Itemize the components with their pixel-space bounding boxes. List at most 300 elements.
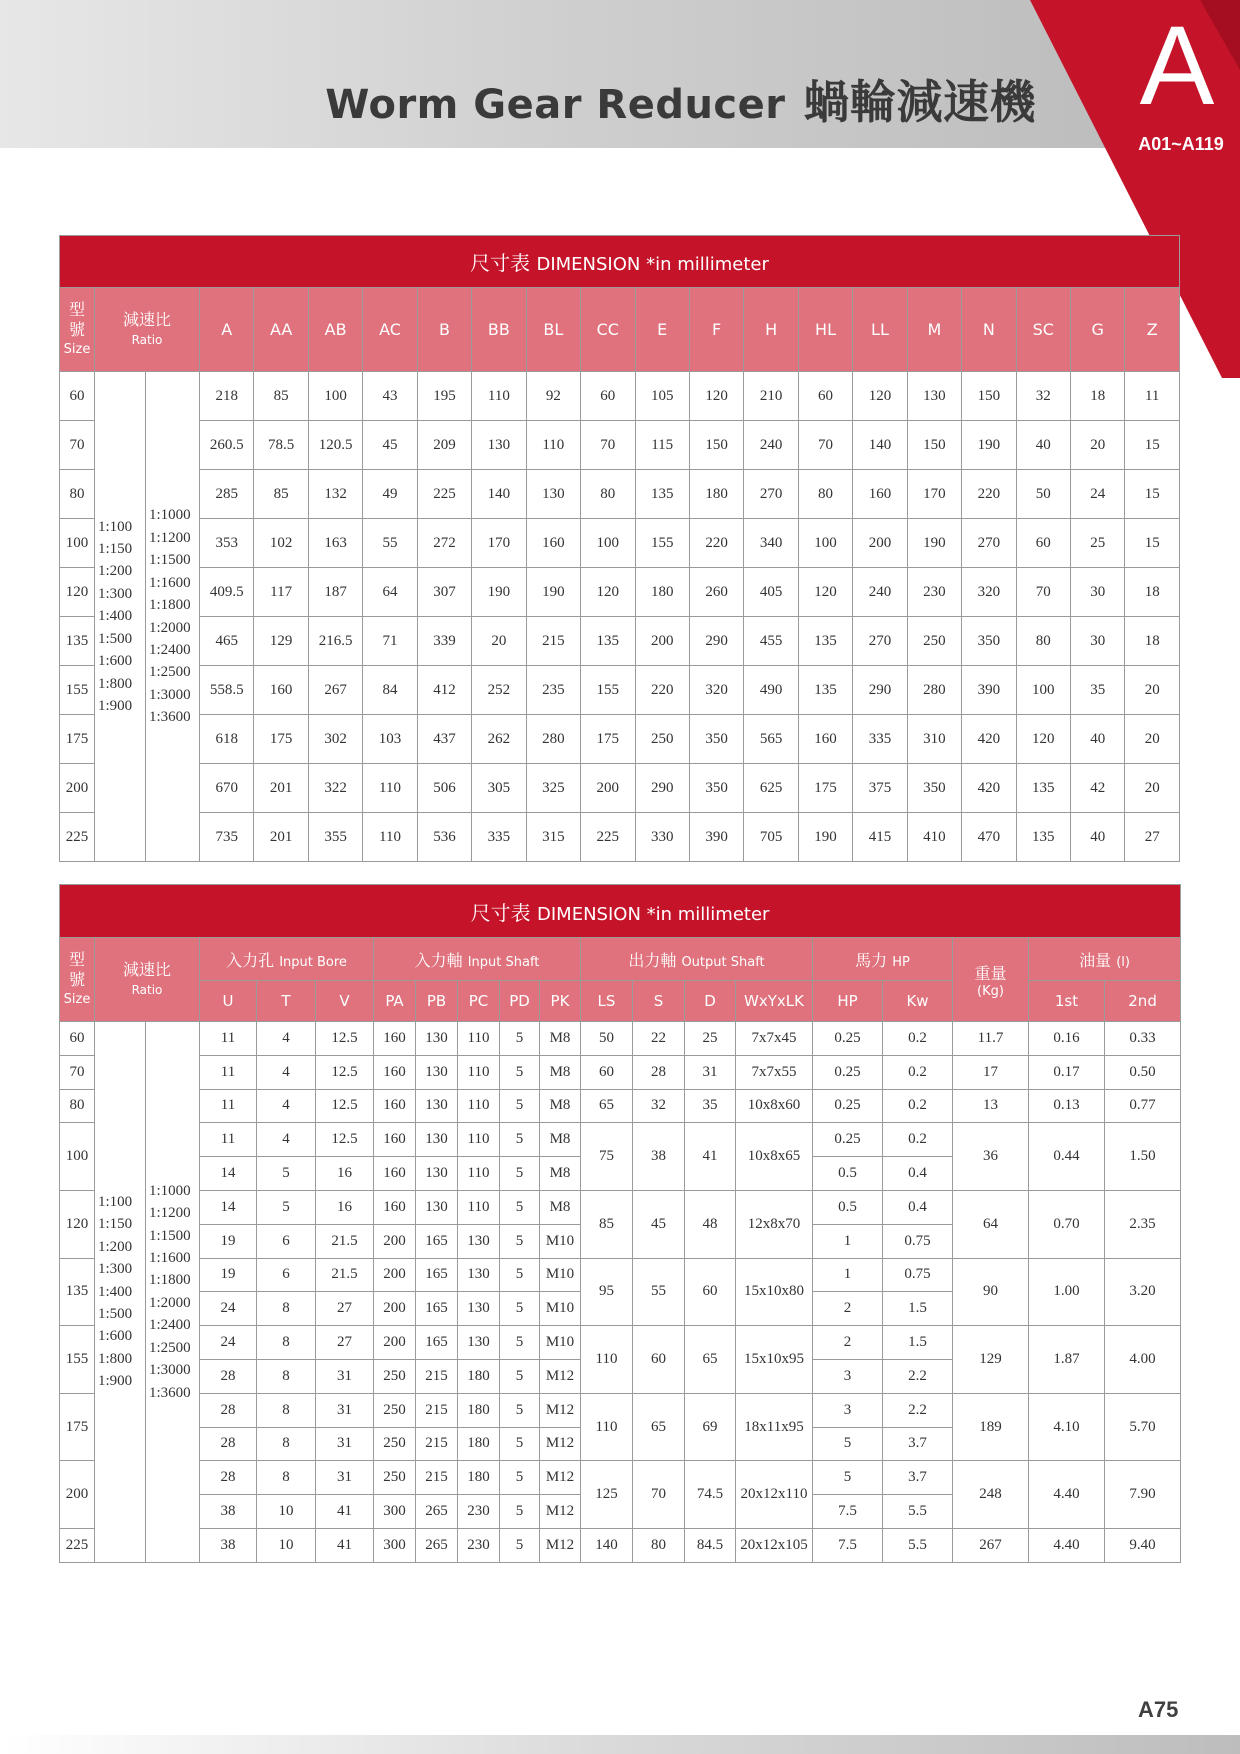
- output-value-cell: 7x7x45: [736, 1022, 813, 1056]
- table-row: [60, 421, 1180, 470]
- input-value-cell: 110: [458, 1190, 500, 1224]
- sub-header-s: S: [633, 981, 685, 1022]
- input-shaft-zh: 入力軸: [414, 950, 463, 970]
- ratio-item: 1:300: [98, 585, 133, 602]
- output-shaft-header: [581, 938, 813, 981]
- input-value-cell: 300: [374, 1528, 416, 1562]
- hp-value-cell: 0.75: [883, 1224, 953, 1258]
- input-value-cell: M8: [540, 1157, 581, 1191]
- input-value-cell: 110: [458, 1157, 500, 1191]
- output-value-cell: 20x12x110: [736, 1461, 813, 1529]
- table-row: [60, 1528, 1181, 1562]
- input-value-cell: 11: [200, 1022, 257, 1056]
- sub-header-1st: 1st: [1029, 981, 1105, 1022]
- input-value-cell: 5: [500, 1393, 540, 1427]
- value-cell: 24: [1071, 470, 1125, 519]
- value-cell: 220: [689, 519, 743, 568]
- ratio-label-zh: 減速比: [122, 959, 171, 979]
- sub-header-wxyxlk: WxYxLK: [736, 981, 813, 1022]
- input-value-cell: 110: [458, 1089, 500, 1123]
- table-row: [60, 715, 1180, 764]
- value-cell: 270: [962, 519, 1016, 568]
- table2-caption: [60, 885, 1181, 938]
- input-value-cell: 8: [257, 1393, 316, 1427]
- size-cell: 70: [60, 421, 95, 470]
- input-value-cell: 165: [416, 1326, 458, 1360]
- ratio-item: 1:2400: [149, 1317, 191, 1334]
- value-cell: 200: [853, 519, 907, 568]
- oil-cell: 7.90: [1105, 1461, 1181, 1529]
- input-value-cell: 130: [416, 1055, 458, 1089]
- oil-cell: 0.70: [1029, 1190, 1105, 1258]
- sub-header-pb: PB: [416, 981, 458, 1022]
- value-cell: 92: [526, 372, 580, 421]
- output-value-cell: 45: [633, 1190, 685, 1258]
- input-value-cell: 230: [458, 1528, 500, 1562]
- output-value-cell: 15x10x80: [736, 1258, 813, 1326]
- input-value-cell: 8: [257, 1292, 316, 1326]
- input-value-cell: 110: [458, 1123, 500, 1157]
- value-cell: 135: [635, 470, 689, 519]
- value-cell: 84: [363, 666, 417, 715]
- ratio-item: 1:1200: [149, 1205, 191, 1222]
- input-value-cell: 38: [200, 1528, 257, 1562]
- value-cell: 70: [1016, 568, 1070, 617]
- input-value-cell: 230: [458, 1495, 500, 1529]
- value-cell: 160: [798, 715, 852, 764]
- value-cell: 350: [689, 764, 743, 813]
- hp-value-cell: 1: [813, 1258, 883, 1292]
- col-header-f: F: [689, 288, 743, 372]
- input-value-cell: 130: [416, 1089, 458, 1123]
- value-cell: 250: [635, 715, 689, 764]
- table-row: [60, 1326, 1181, 1360]
- value-cell: 190: [472, 568, 526, 617]
- value-cell: 20: [1125, 764, 1180, 813]
- value-cell: 130: [526, 470, 580, 519]
- output-value-cell: 60: [633, 1326, 685, 1394]
- value-cell: 42: [1071, 764, 1125, 813]
- oil-cell: 4.40: [1029, 1528, 1105, 1562]
- output-value-cell: 65: [633, 1393, 685, 1461]
- value-cell: 409.5: [200, 568, 254, 617]
- footer-band: [0, 1735, 1240, 1754]
- ratio-item: 1:2000: [149, 619, 191, 636]
- value-cell: 195: [417, 372, 471, 421]
- table1-ratios-b: [146, 504, 199, 728]
- oil-zh: 油量: [1079, 950, 1112, 970]
- value-cell: 132: [308, 470, 362, 519]
- weight-header: [953, 938, 1029, 1022]
- size-cell: 100: [60, 1123, 95, 1191]
- output-value-cell: 85: [581, 1190, 633, 1258]
- input-value-cell: 5: [500, 1495, 540, 1529]
- value-cell: 160: [254, 666, 308, 715]
- weight-cell: 17: [953, 1055, 1029, 1089]
- value-cell: 60: [581, 372, 635, 421]
- sub-header-t: T: [257, 981, 316, 1022]
- weight-cell: 11.7: [953, 1022, 1029, 1056]
- size-cell: 155: [60, 666, 95, 715]
- col-header-sc: SC: [1016, 288, 1070, 372]
- value-cell: 120: [689, 372, 743, 421]
- value-cell: 210: [744, 372, 798, 421]
- value-cell: 120: [1016, 715, 1070, 764]
- ratio-item: 1:1200: [149, 529, 191, 546]
- oil-cell: 0.33: [1105, 1022, 1181, 1056]
- value-cell: 437: [417, 715, 471, 764]
- oil-cell: 0.77: [1105, 1089, 1181, 1123]
- input-value-cell: 28: [200, 1359, 257, 1393]
- hp-value-cell: 3.7: [883, 1461, 953, 1495]
- value-cell: 50: [1016, 470, 1070, 519]
- output-value-cell: 35: [685, 1089, 736, 1123]
- output-value-cell: 65: [581, 1089, 633, 1123]
- hp-en: HP: [892, 954, 910, 970]
- input-value-cell: 11: [200, 1055, 257, 1089]
- input-value-cell: 5: [500, 1157, 540, 1191]
- value-cell: 302: [308, 715, 362, 764]
- hp-value-cell: 5: [813, 1461, 883, 1495]
- col-header-aa: AA: [254, 288, 308, 372]
- table-row: [60, 372, 1180, 421]
- input-value-cell: 21.5: [316, 1258, 374, 1292]
- output-value-cell: 75: [581, 1123, 633, 1191]
- col-header-n: N: [962, 288, 1016, 372]
- hp-header: [813, 938, 953, 981]
- oil-cell: 9.40: [1105, 1528, 1181, 1562]
- input-value-cell: 28: [200, 1393, 257, 1427]
- hp-zh: 馬力: [855, 950, 888, 970]
- input-value-cell: 180: [458, 1461, 500, 1495]
- input-value-cell: 5: [500, 1461, 540, 1495]
- value-cell: 130: [472, 421, 526, 470]
- ratio-cell-a: [95, 372, 146, 862]
- value-cell: 305: [472, 764, 526, 813]
- input-value-cell: 31: [316, 1393, 374, 1427]
- oil-cell: 2.35: [1105, 1190, 1181, 1258]
- table-row: [60, 568, 1180, 617]
- value-cell: 102: [254, 519, 308, 568]
- input-value-cell: 5: [500, 1528, 540, 1562]
- input-value-cell: 12.5: [316, 1123, 374, 1157]
- input-shaft-header: [374, 938, 581, 981]
- oil-cell: 0.44: [1029, 1123, 1105, 1191]
- ratio-item: 1:1000: [149, 1182, 191, 1199]
- size-cell: 225: [60, 813, 95, 862]
- ratio-cell-b: [146, 372, 200, 862]
- hp-value-cell: 2.2: [883, 1359, 953, 1393]
- value-cell: 80: [581, 470, 635, 519]
- input-value-cell: 200: [374, 1326, 416, 1360]
- value-cell: 60: [798, 372, 852, 421]
- input-value-cell: 8: [257, 1427, 316, 1461]
- input-value-cell: 14: [200, 1190, 257, 1224]
- weight-cell: 13: [953, 1089, 1029, 1123]
- input-value-cell: M12: [540, 1359, 581, 1393]
- value-cell: 100: [798, 519, 852, 568]
- section-letter: A: [1139, 3, 1215, 128]
- value-cell: 220: [962, 470, 1016, 519]
- oil-cell: 0.16: [1029, 1022, 1105, 1056]
- sub-header-pa: PA: [374, 981, 416, 1022]
- value-cell: 100: [1016, 666, 1070, 715]
- ratio-item: 1:600: [98, 653, 133, 670]
- input-value-cell: 180: [458, 1359, 500, 1393]
- hp-value-cell: 0.2: [883, 1089, 953, 1123]
- input-value-cell: 5: [500, 1258, 540, 1292]
- value-cell: 25: [1071, 519, 1125, 568]
- input-value-cell: 165: [416, 1258, 458, 1292]
- sub-header-kw: Kw: [883, 981, 953, 1022]
- value-cell: 27: [1125, 813, 1180, 862]
- oil-cell: 0.13: [1029, 1089, 1105, 1123]
- size-cell: 200: [60, 1461, 95, 1529]
- input-value-cell: 165: [416, 1224, 458, 1258]
- col-header-h: H: [744, 288, 798, 372]
- sub-header-2nd: 2nd: [1105, 981, 1181, 1022]
- oil-cell: 1.50: [1105, 1123, 1181, 1191]
- input-value-cell: 200: [374, 1224, 416, 1258]
- value-cell: 201: [254, 813, 308, 862]
- hp-value-cell: 0.2: [883, 1055, 953, 1089]
- sub-header-pc: PC: [458, 981, 500, 1022]
- input-value-cell: 10: [257, 1495, 316, 1529]
- ratio-item: 1:200: [98, 1238, 133, 1255]
- input-value-cell: M12: [540, 1461, 581, 1495]
- ratio-item: 1:800: [98, 1350, 133, 1367]
- output-value-cell: 10x8x65: [736, 1123, 813, 1191]
- value-cell: 330: [635, 813, 689, 862]
- size-cell: 100: [60, 519, 95, 568]
- ratio-item: 1:400: [98, 1283, 133, 1300]
- output-value-cell: 74.5: [685, 1461, 736, 1529]
- hp-value-cell: 0.4: [883, 1157, 953, 1191]
- value-cell: 45: [363, 421, 417, 470]
- col-header-b: B: [417, 288, 471, 372]
- input-value-cell: 8: [257, 1359, 316, 1393]
- input-value-cell: 130: [458, 1258, 500, 1292]
- oil-cell: 1.00: [1029, 1258, 1105, 1326]
- value-cell: 201: [254, 764, 308, 813]
- value-cell: 150: [962, 372, 1016, 421]
- value-cell: 110: [363, 764, 417, 813]
- weight-en: (Kg): [977, 983, 1004, 999]
- input-value-cell: 19: [200, 1258, 257, 1292]
- ratio-item: 1:150: [98, 1216, 133, 1233]
- input-value-cell: M10: [540, 1224, 581, 1258]
- output-value-cell: 65: [685, 1326, 736, 1394]
- size-label-en: Size: [63, 341, 91, 357]
- ratio-item: 1:1500: [149, 1227, 191, 1244]
- value-cell: 11: [1125, 372, 1180, 421]
- value-cell: 30: [1071, 617, 1125, 666]
- value-cell: 80: [1016, 617, 1070, 666]
- col-header-m: M: [907, 288, 961, 372]
- ratio-item: 1:1000: [149, 507, 191, 524]
- table1-caption-en: DIMENSION *in millimeter: [536, 254, 769, 275]
- value-cell: 15: [1125, 519, 1180, 568]
- weight-cell: 36: [953, 1123, 1029, 1191]
- input-value-cell: 130: [416, 1190, 458, 1224]
- input-value-cell: 180: [458, 1393, 500, 1427]
- col-header-cc: CC: [581, 288, 635, 372]
- value-cell: 170: [472, 519, 526, 568]
- value-cell: 250: [907, 617, 961, 666]
- value-cell: 455: [744, 617, 798, 666]
- col-header-a: A: [200, 288, 254, 372]
- input-value-cell: M12: [540, 1528, 581, 1562]
- value-cell: 225: [417, 470, 471, 519]
- size-cell: 120: [60, 568, 95, 617]
- value-cell: 180: [689, 470, 743, 519]
- value-cell: 30: [1071, 568, 1125, 617]
- value-cell: 225: [581, 813, 635, 862]
- ratio-item: 1:100: [98, 1194, 133, 1211]
- oil-cell: 4.40: [1029, 1461, 1105, 1529]
- ratio-item: 1:3600: [149, 1384, 191, 1401]
- value-cell: 60: [1016, 519, 1070, 568]
- value-cell: 315: [526, 813, 580, 862]
- value-cell: 290: [689, 617, 743, 666]
- oil-cell: 0.17: [1029, 1055, 1105, 1089]
- input-value-cell: 5: [500, 1292, 540, 1326]
- ratio-item: 1:100: [98, 518, 133, 535]
- value-cell: 175: [254, 715, 308, 764]
- value-cell: 272: [417, 519, 471, 568]
- ratio-header: [95, 938, 200, 1022]
- size-cell: 60: [60, 372, 95, 421]
- value-cell: 155: [581, 666, 635, 715]
- value-cell: 415: [853, 813, 907, 862]
- output-value-cell: 22: [633, 1022, 685, 1056]
- ratio-item: 1:3600: [149, 709, 191, 726]
- col-header-ab: AB: [308, 288, 362, 372]
- output-value-cell: 10x8x60: [736, 1089, 813, 1123]
- input-value-cell: 4: [257, 1022, 316, 1056]
- value-cell: 307: [417, 568, 471, 617]
- value-cell: 280: [907, 666, 961, 715]
- input-value-cell: 215: [416, 1393, 458, 1427]
- input-value-cell: 5: [500, 1326, 540, 1360]
- table1-caption: [60, 236, 1180, 288]
- ratio-header: [95, 288, 200, 372]
- value-cell: 320: [962, 568, 1016, 617]
- output-value-cell: 60: [581, 1055, 633, 1089]
- value-cell: 150: [689, 421, 743, 470]
- value-cell: 18: [1071, 372, 1125, 421]
- table-row: [60, 1123, 1181, 1157]
- input-value-cell: 19: [200, 1224, 257, 1258]
- value-cell: 350: [689, 715, 743, 764]
- value-cell: 190: [962, 421, 1016, 470]
- input-value-cell: 16: [316, 1157, 374, 1191]
- input-shaft-en: Input Shaft: [467, 954, 540, 970]
- hp-value-cell: 0.2: [883, 1022, 953, 1056]
- hp-value-cell: 0.2: [883, 1123, 953, 1157]
- input-value-cell: 24: [200, 1292, 257, 1326]
- ratio-item: 1:2000: [149, 1294, 191, 1311]
- hp-value-cell: 2: [813, 1326, 883, 1360]
- value-cell: 70: [798, 421, 852, 470]
- size-cell: 175: [60, 1393, 95, 1461]
- value-cell: 170: [907, 470, 961, 519]
- output-value-cell: 84.5: [685, 1528, 736, 1562]
- hp-value-cell: 1.5: [883, 1326, 953, 1360]
- value-cell: 20: [1125, 715, 1180, 764]
- input-value-cell: 6: [257, 1258, 316, 1292]
- ratio-item: 1:500: [98, 1306, 133, 1323]
- weight-cell: 248: [953, 1461, 1029, 1529]
- value-cell: 140: [853, 421, 907, 470]
- value-cell: 470: [962, 813, 1016, 862]
- input-bore-en: Input Bore: [279, 954, 347, 970]
- value-cell: 260.5: [200, 421, 254, 470]
- input-value-cell: 160: [374, 1123, 416, 1157]
- input-value-cell: 215: [416, 1359, 458, 1393]
- table-row: [60, 519, 1180, 568]
- input-value-cell: 265: [416, 1528, 458, 1562]
- input-value-cell: 215: [416, 1461, 458, 1495]
- input-value-cell: 8: [257, 1326, 316, 1360]
- output-value-cell: 20x12x105: [736, 1528, 813, 1562]
- value-cell: 70: [581, 421, 635, 470]
- output-value-cell: 7x7x55: [736, 1055, 813, 1089]
- value-cell: 120.5: [308, 421, 362, 470]
- ratio-item: 1:900: [98, 697, 133, 714]
- value-cell: 565: [744, 715, 798, 764]
- ratio-label-en: Ratio: [131, 332, 163, 347]
- input-value-cell: 6: [257, 1224, 316, 1258]
- input-value-cell: 12.5: [316, 1089, 374, 1123]
- value-cell: 40: [1016, 421, 1070, 470]
- value-cell: 216.5: [308, 617, 362, 666]
- value-cell: 536: [417, 813, 471, 862]
- value-cell: 71: [363, 617, 417, 666]
- value-cell: 100: [308, 372, 362, 421]
- input-bore-header: [200, 938, 374, 981]
- table1-ratios-a: [95, 516, 145, 718]
- size-cell: 200: [60, 764, 95, 813]
- page-title: [325, 66, 1036, 132]
- output-value-cell: 125: [581, 1461, 633, 1529]
- input-value-cell: M8: [540, 1022, 581, 1056]
- value-cell: 235: [526, 666, 580, 715]
- input-value-cell: 5: [500, 1190, 540, 1224]
- input-value-cell: 31: [316, 1427, 374, 1461]
- ratio-item: 1:2500: [149, 664, 191, 681]
- value-cell: 218: [200, 372, 254, 421]
- sub-header-pd: PD: [500, 981, 540, 1022]
- value-cell: 135: [798, 666, 852, 715]
- input-value-cell: 130: [458, 1224, 500, 1258]
- input-value-cell: 5: [500, 1123, 540, 1157]
- section-page-range: A01~A119: [1138, 134, 1224, 154]
- input-value-cell: 4: [257, 1089, 316, 1123]
- output-value-cell: 110: [581, 1393, 633, 1461]
- value-cell: 270: [744, 470, 798, 519]
- value-cell: 32: [1016, 372, 1070, 421]
- ratio-item: 1:500: [98, 630, 133, 647]
- output-value-cell: 38: [633, 1123, 685, 1191]
- oil-en: (l): [1116, 954, 1130, 970]
- value-cell: 340: [744, 519, 798, 568]
- value-cell: 120: [853, 372, 907, 421]
- size-cell: 135: [60, 1258, 95, 1326]
- output-value-cell: 80: [633, 1528, 685, 1562]
- input-value-cell: 27: [316, 1326, 374, 1360]
- value-cell: 20: [1071, 421, 1125, 470]
